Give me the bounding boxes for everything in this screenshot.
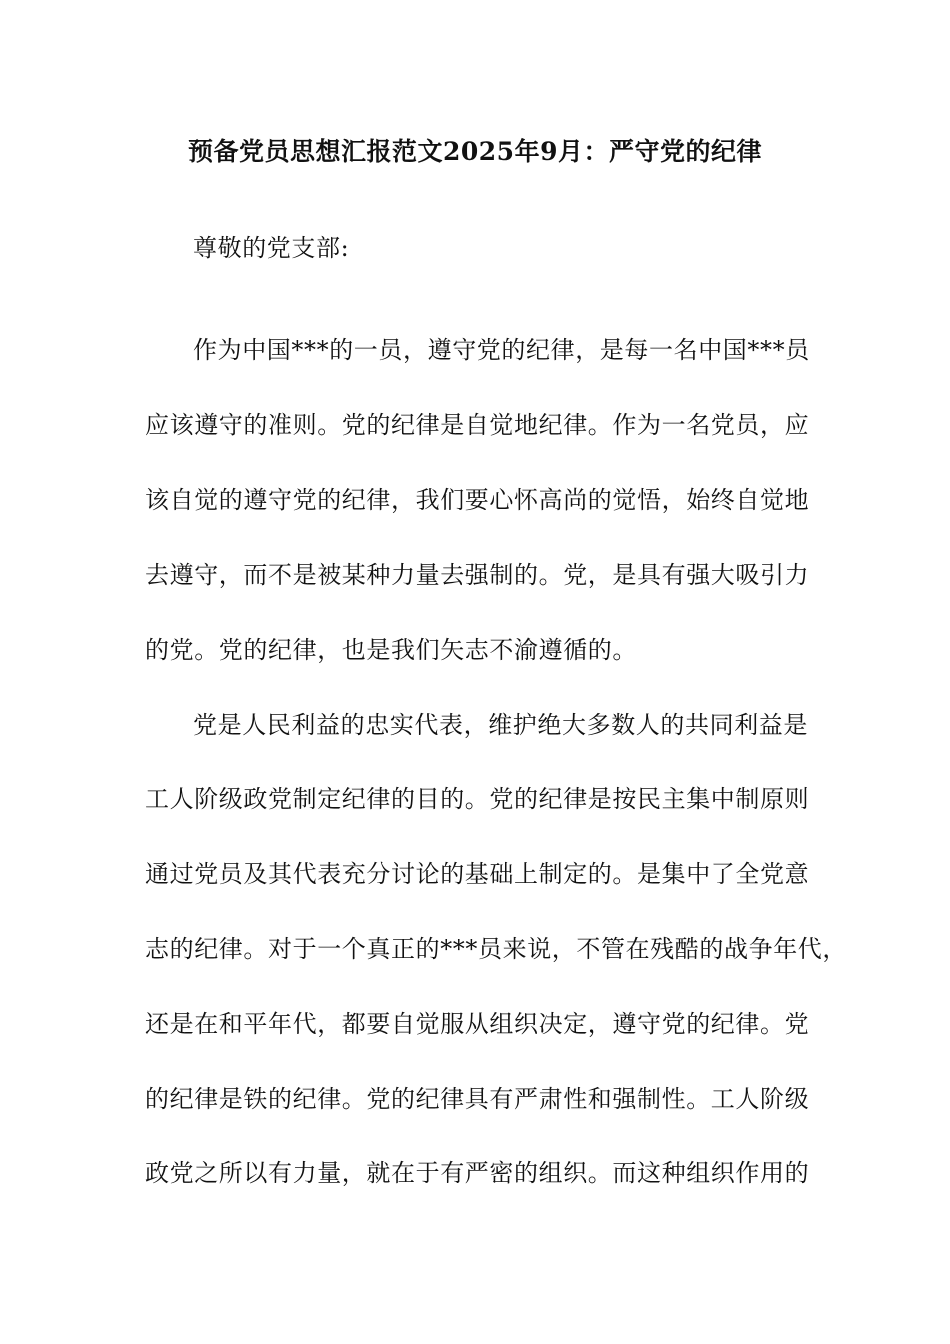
document-title: 预备党员思想汇报范文2025年9月：严守党的纪律 (188, 137, 762, 166)
paragraph-line: 还是在和平年代，都要自觉服从组织决定，遵守党的纪律。党 (145, 1010, 810, 1038)
paragraph-line: 通过党员及其代表充分讨论的基础上制定的。是集中了全党意 (145, 860, 810, 888)
paragraph-line: 该自觉的遵守党的纪律，我们要心怀高尚的觉悟，始终自觉地 (145, 486, 810, 514)
paragraph-line: 党是人民利益的忠实代表，维护绝大多数人的共同利益是 (193, 711, 808, 739)
paragraph-line: 政党之所以有力量，就在于有严密的组织。而这种组织作用的 (145, 1159, 810, 1187)
paragraph-line: 的纪律是铁的纪律。党的纪律具有严肃性和强制性。工人阶级 (145, 1085, 810, 1113)
paragraph-line: 作为中国***的一员，遵守党的纪律，是每一名中国***员 (193, 336, 810, 364)
paragraph-line: 的党。党的纪律，也是我们矢志不渝遵循的。 (145, 636, 637, 664)
paragraph-line: 工人阶级政党制定纪律的目的。党的纪律是按民主集中制原则 (145, 785, 810, 813)
salutation: 尊敬的党支部: (193, 234, 350, 262)
paragraph-line: 应该遵守的准则。党的纪律是自觉地纪律。作为一名党员，应 (145, 411, 810, 439)
paragraph-line: 去遵守，而不是被某种力量去强制的。党，是具有强大吸引力 (145, 561, 810, 589)
paragraph-line: 志的纪律。对于一个真正的***员来说，不管在残酷的战争年代， (145, 935, 847, 963)
